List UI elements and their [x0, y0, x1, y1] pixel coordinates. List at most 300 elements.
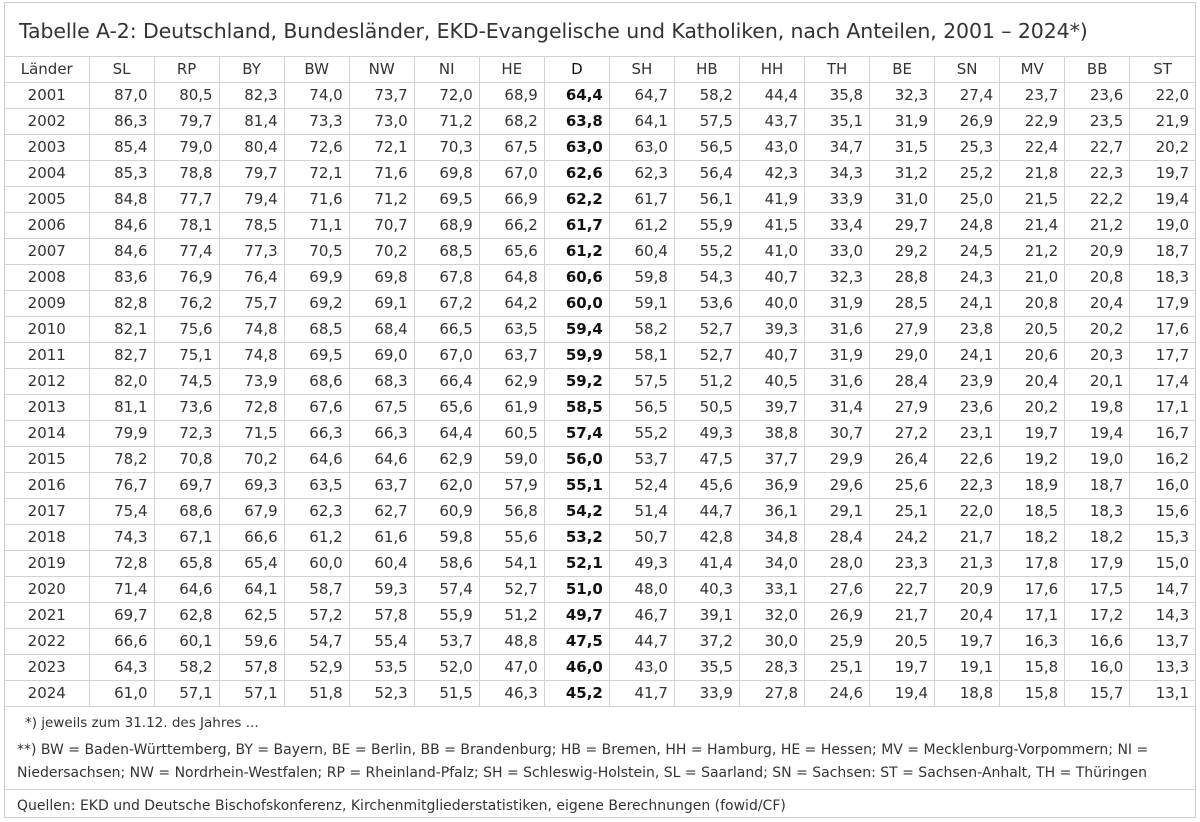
value-cell: 59,0	[479, 447, 544, 473]
value-cell: 50,5	[674, 395, 739, 421]
value-cell: 47,5	[544, 629, 609, 655]
value-cell: 24,2	[870, 525, 935, 551]
value-cell: 13,1	[1130, 681, 1195, 707]
value-cell: 20,1	[1065, 369, 1130, 395]
year-cell: 2006	[5, 213, 89, 239]
value-cell: 36,9	[739, 473, 804, 499]
value-cell: 24,5	[935, 239, 1000, 265]
value-cell: 18,9	[1000, 473, 1065, 499]
value-cell: 52,7	[674, 343, 739, 369]
value-cell: 44,4	[739, 83, 804, 109]
value-cell: 67,5	[479, 135, 544, 161]
year-cell: 2008	[5, 265, 89, 291]
value-cell: 42,8	[674, 525, 739, 551]
value-cell: 64,6	[154, 577, 219, 603]
value-cell: 68,2	[479, 109, 544, 135]
value-cell: 67,5	[349, 395, 414, 421]
value-cell: 67,0	[414, 343, 479, 369]
value-cell: 22,9	[1000, 109, 1065, 135]
value-cell: 18,7	[1130, 239, 1195, 265]
column-header-ni: NI	[414, 57, 479, 83]
value-cell: 84,6	[89, 239, 154, 265]
value-cell: 72,1	[284, 161, 349, 187]
value-cell: 26,4	[870, 447, 935, 473]
value-cell: 40,7	[739, 343, 804, 369]
column-header-mv: MV	[1000, 57, 1065, 83]
value-cell: 85,4	[89, 135, 154, 161]
value-cell: 64,4	[544, 83, 609, 109]
value-cell: 20,4	[1065, 291, 1130, 317]
value-cell: 77,7	[154, 187, 219, 213]
value-cell: 58,2	[609, 317, 674, 343]
value-cell: 64,8	[479, 265, 544, 291]
value-cell: 25,3	[935, 135, 1000, 161]
value-cell: 59,3	[349, 577, 414, 603]
year-cell: 2007	[5, 239, 89, 265]
value-cell: 80,4	[219, 135, 284, 161]
value-cell: 28,0	[805, 551, 870, 577]
value-cell: 14,7	[1130, 577, 1195, 603]
value-cell: 57,2	[284, 603, 349, 629]
column-header-hh: HH	[739, 57, 804, 83]
value-cell: 68,6	[284, 369, 349, 395]
value-cell: 81,4	[219, 109, 284, 135]
value-cell: 61,2	[609, 213, 674, 239]
value-cell: 29,0	[870, 343, 935, 369]
year-cell: 2023	[5, 655, 89, 681]
value-cell: 21,2	[1065, 213, 1130, 239]
value-cell: 15,3	[1130, 525, 1195, 551]
column-header-nw: NW	[349, 57, 414, 83]
value-cell: 22,7	[1065, 135, 1130, 161]
value-cell: 24,1	[935, 343, 1000, 369]
value-cell: 57,9	[479, 473, 544, 499]
value-cell: 33,4	[805, 213, 870, 239]
value-cell: 78,2	[89, 447, 154, 473]
value-cell: 69,1	[349, 291, 414, 317]
value-cell: 58,6	[414, 551, 479, 577]
value-cell: 66,3	[349, 421, 414, 447]
value-cell: 18,3	[1065, 499, 1130, 525]
value-cell: 86,3	[89, 109, 154, 135]
value-cell: 63,0	[544, 135, 609, 161]
column-header-be: BE	[870, 57, 935, 83]
value-cell: 74,3	[89, 525, 154, 551]
value-cell: 73,6	[154, 395, 219, 421]
value-cell: 29,7	[870, 213, 935, 239]
value-cell: 60,6	[544, 265, 609, 291]
value-cell: 44,7	[609, 629, 674, 655]
source-note: Quellen: EKD und Deutsche Bischofskonferenz, Kirchenmitgliederstatistiken, eigene Berechnungen (fowid/CF)	[17, 798, 786, 814]
value-cell: 40,5	[739, 369, 804, 395]
value-cell: 34,3	[805, 161, 870, 187]
value-cell: 31,2	[870, 161, 935, 187]
value-cell: 62,8	[154, 603, 219, 629]
value-cell: 74,5	[154, 369, 219, 395]
value-cell: 32,3	[805, 265, 870, 291]
year-cell: 2005	[5, 187, 89, 213]
value-cell: 70,2	[349, 239, 414, 265]
value-cell: 84,6	[89, 213, 154, 239]
value-cell: 60,0	[284, 551, 349, 577]
value-cell: 42,3	[739, 161, 804, 187]
value-cell: 57,4	[414, 577, 479, 603]
value-cell: 20,8	[1000, 291, 1065, 317]
value-cell: 22,0	[935, 499, 1000, 525]
value-cell: 57,1	[219, 681, 284, 707]
value-cell: 33,1	[739, 577, 804, 603]
value-cell: 18,2	[1000, 525, 1065, 551]
value-cell: 25,9	[805, 629, 870, 655]
column-header-bw: BW	[284, 57, 349, 83]
value-cell: 79,0	[154, 135, 219, 161]
value-cell: 41,4	[674, 551, 739, 577]
value-cell: 73,0	[349, 109, 414, 135]
table-row	[5, 213, 1195, 239]
value-cell: 41,5	[739, 213, 804, 239]
value-cell: 60,1	[154, 629, 219, 655]
value-cell: 32,3	[870, 83, 935, 109]
value-cell: 22,6	[935, 447, 1000, 473]
value-cell: 65,8	[154, 551, 219, 577]
value-cell: 15,6	[1130, 499, 1195, 525]
value-cell: 64,2	[479, 291, 544, 317]
table-row	[5, 525, 1195, 551]
year-cell: 2012	[5, 369, 89, 395]
column-header-th: TH	[805, 57, 870, 83]
value-cell: 52,9	[284, 655, 349, 681]
value-cell: 15,8	[1000, 655, 1065, 681]
value-cell: 74,8	[219, 343, 284, 369]
value-cell: 16,2	[1130, 447, 1195, 473]
table-row	[5, 577, 1195, 603]
value-cell: 46,7	[609, 603, 674, 629]
value-cell: 62,3	[609, 161, 674, 187]
table-row	[5, 629, 1195, 655]
value-cell: 58,2	[674, 83, 739, 109]
column-header-bb: BB	[1065, 57, 1130, 83]
value-cell: 19,4	[1065, 421, 1130, 447]
value-cell: 62,3	[284, 499, 349, 525]
column-header-st: ST	[1130, 57, 1195, 83]
year-cell: 2015	[5, 447, 89, 473]
value-cell: 37,2	[674, 629, 739, 655]
value-cell: 87,0	[89, 83, 154, 109]
value-cell: 31,9	[805, 291, 870, 317]
value-cell: 23,7	[1000, 83, 1065, 109]
value-cell: 28,3	[739, 655, 804, 681]
value-cell: 51,2	[479, 603, 544, 629]
year-cell: 2019	[5, 551, 89, 577]
value-cell: 67,6	[284, 395, 349, 421]
value-cell: 62,5	[219, 603, 284, 629]
value-cell: 40,3	[674, 577, 739, 603]
value-cell: 63,0	[609, 135, 674, 161]
table-row	[5, 655, 1195, 681]
value-cell: 61,2	[284, 525, 349, 551]
value-cell: 52,7	[674, 317, 739, 343]
value-cell: 82,7	[89, 343, 154, 369]
value-cell: 55,9	[414, 603, 479, 629]
value-cell: 29,9	[805, 447, 870, 473]
value-cell: 68,6	[154, 499, 219, 525]
value-cell: 33,0	[805, 239, 870, 265]
value-cell: 22,3	[935, 473, 1000, 499]
value-cell: 59,1	[609, 291, 674, 317]
value-cell: 20,4	[935, 603, 1000, 629]
value-cell: 52,1	[544, 551, 609, 577]
value-cell: 62,7	[349, 499, 414, 525]
value-cell: 41,9	[739, 187, 804, 213]
value-cell: 31,6	[805, 317, 870, 343]
value-cell: 28,5	[870, 291, 935, 317]
value-cell: 22,3	[1065, 161, 1130, 187]
value-cell: 20,9	[935, 577, 1000, 603]
value-cell: 60,0	[544, 291, 609, 317]
year-cell: 2024	[5, 681, 89, 707]
value-cell: 26,9	[935, 109, 1000, 135]
value-cell: 41,7	[609, 681, 674, 707]
year-cell: 2018	[5, 525, 89, 551]
value-cell: 52,3	[349, 681, 414, 707]
table-row	[5, 603, 1195, 629]
value-cell: 56,1	[674, 187, 739, 213]
value-cell: 57,1	[154, 681, 219, 707]
value-cell: 73,7	[349, 83, 414, 109]
value-cell: 23,8	[935, 317, 1000, 343]
value-cell: 64,6	[284, 447, 349, 473]
value-cell: 18,2	[1065, 525, 1130, 551]
value-cell: 66,3	[284, 421, 349, 447]
value-cell: 78,1	[154, 213, 219, 239]
value-cell: 17,8	[1000, 551, 1065, 577]
value-cell: 19,7	[935, 629, 1000, 655]
value-cell: 77,3	[219, 239, 284, 265]
year-cell: 2020	[5, 577, 89, 603]
value-cell: 64,4	[414, 421, 479, 447]
header-row	[5, 57, 1195, 83]
value-cell: 66,2	[479, 213, 544, 239]
value-cell: 70,7	[349, 213, 414, 239]
value-cell: 19,8	[1065, 395, 1130, 421]
value-cell: 19,4	[1130, 187, 1195, 213]
value-cell: 54,1	[479, 551, 544, 577]
value-cell: 17,2	[1065, 603, 1130, 629]
value-cell: 39,1	[674, 603, 739, 629]
value-cell: 69,8	[414, 161, 479, 187]
value-cell: 58,5	[544, 395, 609, 421]
table-row	[5, 187, 1195, 213]
value-cell: 76,9	[154, 265, 219, 291]
value-cell: 79,4	[219, 187, 284, 213]
year-cell: 2021	[5, 603, 89, 629]
value-cell: 19,2	[1000, 447, 1065, 473]
value-cell: 78,5	[219, 213, 284, 239]
value-cell: 53,2	[544, 525, 609, 551]
value-cell: 51,0	[544, 577, 609, 603]
value-cell: 37,7	[739, 447, 804, 473]
value-cell: 79,7	[219, 161, 284, 187]
value-cell: 62,0	[414, 473, 479, 499]
value-cell: 20,2	[1065, 317, 1130, 343]
value-cell: 69,2	[284, 291, 349, 317]
value-cell: 24,6	[805, 681, 870, 707]
value-cell: 21,8	[1000, 161, 1065, 187]
year-cell: 2003	[5, 135, 89, 161]
year-cell: 2001	[5, 83, 89, 109]
column-header-d: D	[544, 57, 609, 83]
value-cell: 31,5	[870, 135, 935, 161]
value-cell: 71,6	[349, 161, 414, 187]
value-cell: 31,4	[805, 395, 870, 421]
value-cell: 27,8	[739, 681, 804, 707]
value-cell: 26,9	[805, 603, 870, 629]
value-cell: 63,7	[349, 473, 414, 499]
table-row	[5, 681, 1195, 707]
value-cell: 70,2	[219, 447, 284, 473]
value-cell: 19,4	[870, 681, 935, 707]
table-row	[5, 109, 1195, 135]
value-cell: 22,4	[1000, 135, 1065, 161]
value-cell: 68,3	[349, 369, 414, 395]
year-cell: 2022	[5, 629, 89, 655]
value-cell: 64,3	[89, 655, 154, 681]
value-cell: 17,6	[1130, 317, 1195, 343]
value-cell: 17,7	[1130, 343, 1195, 369]
value-cell: 70,3	[414, 135, 479, 161]
value-cell: 84,8	[89, 187, 154, 213]
value-cell: 54,2	[544, 499, 609, 525]
value-cell: 63,8	[544, 109, 609, 135]
value-cell: 61,7	[544, 213, 609, 239]
value-cell: 51,2	[674, 369, 739, 395]
value-cell: 27,4	[935, 83, 1000, 109]
value-cell: 59,6	[219, 629, 284, 655]
value-cell: 43,0	[739, 135, 804, 161]
value-cell: 47,0	[479, 655, 544, 681]
value-cell: 25,6	[870, 473, 935, 499]
value-cell: 63,5	[479, 317, 544, 343]
value-cell: 19,7	[1000, 421, 1065, 447]
table-row	[5, 499, 1195, 525]
value-cell: 61,9	[479, 395, 544, 421]
value-cell: 71,6	[284, 187, 349, 213]
value-cell: 72,8	[219, 395, 284, 421]
footnote-date: *) jeweils zum 31.12. des Jahres ...	[25, 715, 259, 731]
value-cell: 49,7	[544, 603, 609, 629]
value-cell: 62,9	[414, 447, 479, 473]
value-cell: 46,3	[479, 681, 544, 707]
value-cell: 52,0	[414, 655, 479, 681]
value-cell: 55,6	[479, 525, 544, 551]
value-cell: 55,2	[609, 421, 674, 447]
value-cell: 38,8	[739, 421, 804, 447]
year-cell: 2002	[5, 109, 89, 135]
value-cell: 82,8	[89, 291, 154, 317]
value-cell: 46,0	[544, 655, 609, 681]
value-cell: 63,5	[284, 473, 349, 499]
value-cell: 30,7	[805, 421, 870, 447]
year-cell: 2014	[5, 421, 89, 447]
table-row	[5, 395, 1195, 421]
value-cell: 53,7	[414, 629, 479, 655]
value-cell: 43,0	[609, 655, 674, 681]
value-cell: 41,0	[739, 239, 804, 265]
value-cell: 31,0	[870, 187, 935, 213]
value-cell: 15,0	[1130, 551, 1195, 577]
value-cell: 28,8	[870, 265, 935, 291]
value-cell: 21,4	[1000, 213, 1065, 239]
value-cell: 73,9	[219, 369, 284, 395]
value-cell: 23,6	[1065, 83, 1130, 109]
value-cell: 21,2	[1000, 239, 1065, 265]
value-cell: 62,6	[544, 161, 609, 187]
value-cell: 35,8	[805, 83, 870, 109]
value-cell: 23,9	[935, 369, 1000, 395]
value-cell: 16,0	[1130, 473, 1195, 499]
value-cell: 61,6	[349, 525, 414, 551]
value-cell: 17,9	[1065, 551, 1130, 577]
value-cell: 81,1	[89, 395, 154, 421]
value-cell: 36,1	[739, 499, 804, 525]
value-cell: 78,8	[154, 161, 219, 187]
table-row	[5, 317, 1195, 343]
value-cell: 65,4	[219, 551, 284, 577]
value-cell: 21,3	[935, 551, 1000, 577]
table-row	[5, 343, 1195, 369]
value-cell: 19,1	[935, 655, 1000, 681]
value-cell: 19,0	[1130, 213, 1195, 239]
table-row	[5, 421, 1195, 447]
table-row	[5, 447, 1195, 473]
value-cell: 29,1	[805, 499, 870, 525]
value-cell: 58,1	[609, 343, 674, 369]
value-cell: 40,7	[739, 265, 804, 291]
value-cell: 29,6	[805, 473, 870, 499]
value-cell: 20,5	[1000, 317, 1065, 343]
year-cell: 2011	[5, 343, 89, 369]
value-cell: 22,0	[1130, 83, 1195, 109]
value-cell: 72,0	[414, 83, 479, 109]
value-cell: 53,5	[349, 655, 414, 681]
value-cell: 71,1	[284, 213, 349, 239]
value-cell: 57,5	[609, 369, 674, 395]
value-cell: 67,8	[414, 265, 479, 291]
value-cell: 62,2	[544, 187, 609, 213]
table-row	[5, 135, 1195, 161]
value-cell: 51,8	[284, 681, 349, 707]
footnote-abbreviations: **) BW = Baden-Württemberg, BY = Bayern, BE = Berlin, BB = Brandenburg; HB = Bremen, HH = Hamburg, HE = Hessen; MV = Mecklenburg-Vorpommern; NI = Niedersachsen; NW = Nordrhein-Westfalen; RP = Rheinland-Pfalz; SH = Schleswig-Holstein, SL = Saarland; SN = Sachsen: ST = Sachsen-Anhalt, TH = Thüringen	[17, 742, 1149, 781]
value-cell: 47,5	[674, 447, 739, 473]
value-cell: 56,4	[674, 161, 739, 187]
value-cell: 22,7	[870, 577, 935, 603]
value-cell: 31,9	[805, 343, 870, 369]
value-cell: 54,3	[674, 265, 739, 291]
value-cell: 55,9	[674, 213, 739, 239]
value-cell: 72,3	[154, 421, 219, 447]
table-frame	[4, 2, 1196, 818]
value-cell: 19,7	[1130, 161, 1195, 187]
value-cell: 52,7	[479, 577, 544, 603]
value-cell: 68,9	[479, 83, 544, 109]
value-cell: 25,2	[935, 161, 1000, 187]
year-cell: 2009	[5, 291, 89, 317]
column-header-sh: SH	[609, 57, 674, 83]
value-cell: 19,0	[1065, 447, 1130, 473]
value-cell: 60,4	[609, 239, 674, 265]
value-cell: 21,7	[935, 525, 1000, 551]
value-cell: 21,5	[1000, 187, 1065, 213]
